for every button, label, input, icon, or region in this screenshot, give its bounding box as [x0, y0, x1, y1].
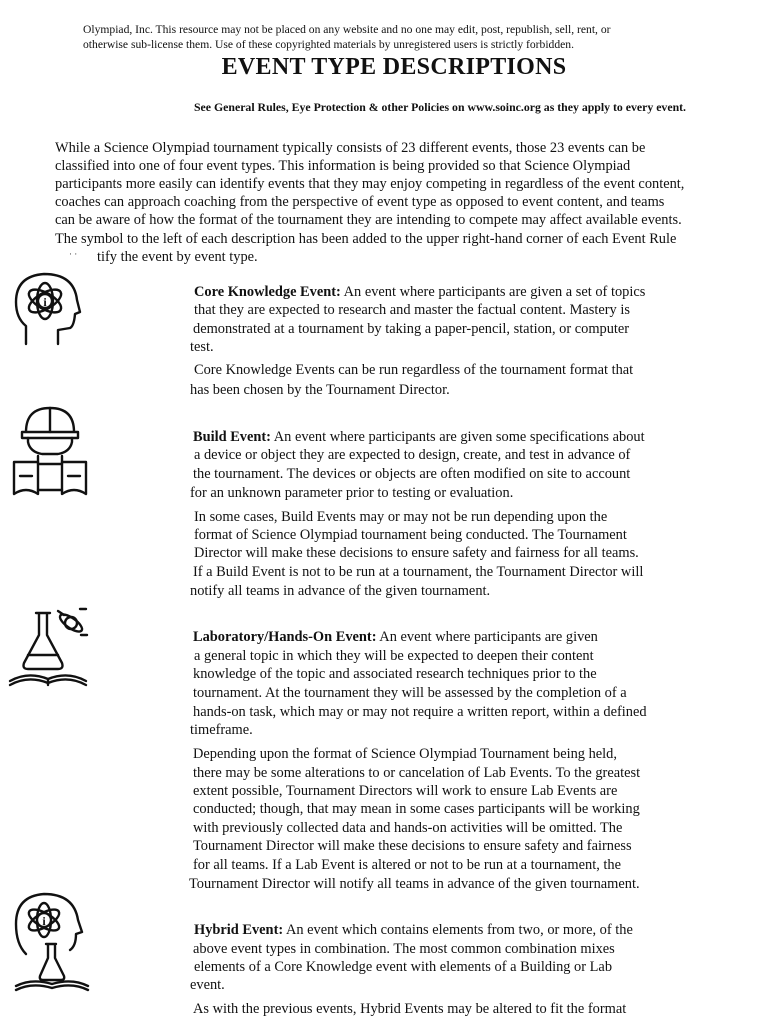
copyright-notice — [83, 22, 703, 52]
flask-atom-book-icon — [6, 603, 90, 687]
svg-text:i: i — [43, 295, 47, 309]
lab-desc-line: Laboratory/Hands-On Event: An event where participants are given — [193, 629, 598, 645]
hybrid-desc-line: event. — [190, 977, 225, 993]
head-atom-info-icon — [10, 268, 84, 348]
intro-line: can be aware of how the format of the tournament they are intending to compete may affect available events. — [55, 212, 682, 228]
lab-note-line: with previously collected data and hands-on activities will be omitted. The — [193, 820, 623, 836]
page-title: EVENT TYPE DESCRIPTIONS — [221, 54, 567, 80]
core-knowledge-desc-line: test. — [190, 339, 214, 355]
hybrid-event-name: Hybrid Event: — [194, 922, 284, 938]
lab-desc-line: knowledge of the topic and associated research techniques prior to the — [193, 666, 597, 682]
build-event-name: Build Event: — [193, 429, 271, 445]
lab-desc-line: a general topic in which they will be expected to deepen their content — [194, 648, 594, 664]
build-note-line: format of Science Olympiad tournament being conducted. The Tournament — [194, 527, 627, 543]
lab-event-name: Laboratory/Hands-On Event: — [193, 629, 377, 645]
intro-line: classified into one of four event types. This information is being provided so that Science Olympiad — [55, 158, 631, 174]
build-note-line: Director will make these decisions to ensure safety and fairness for all teams. — [194, 545, 639, 561]
intro-line: participants more easily can identify events that they may enjoy competing in regardless of the event content, — [55, 176, 685, 192]
lab-desc-line: hands-on task, which may or may not require a written report, within a defined — [193, 704, 647, 720]
build-desc-line: the tournament. The devices or objects are often modified on site to account — [193, 466, 631, 482]
core-knowledge-event-name: Core Knowledge Event: — [194, 284, 341, 300]
lab-note-line: Tournament Director will make these decisions to ensure safety and fairness — [193, 838, 632, 854]
build-desc-line: a device or object they are expected to design, create, and test in advance of — [194, 447, 631, 463]
intro-line: The symbol to the left of each description has been added to the upper right-hand corner of each Event Rule — [55, 231, 677, 247]
hybrid-desc-line: Hybrid Event: An event which contains elements from two, or more, of the — [194, 922, 633, 938]
core-knowledge-desc-line: demonstrated at a tournament by taking a paper-pencil, station, or computer — [193, 321, 630, 337]
lab-note-line: there may be some alterations to or cancelation of Lab Events. To the greatest — [193, 765, 641, 781]
rules-note: See General Rules, Eye Protection & other Policies on www.soinc.org as they apply to every event. — [194, 100, 687, 114]
intro-line: While a Science Olympiad tournament typically consists of 23 different events, those 23 events can be — [55, 140, 646, 156]
hardhat-worker-blueprint-icon — [8, 402, 92, 502]
hybrid-desc-line: elements of a Core Knowledge event with elements of a Building or Lab — [194, 959, 613, 975]
lab-note-line: Depending upon the format of Science Olympiad Tournament being held, — [193, 746, 617, 762]
hybrid-note-line: As with the previous events, Hybrid Events may be altered to fit the format — [193, 1001, 627, 1017]
core-knowledge-desc-line: Core Knowledge Event: An event where participants are given a set of topics — [194, 284, 646, 300]
build-desc-line: Build Event: An event where participants are given some specifications about — [193, 429, 645, 445]
head-atom-flask-book-icon — [12, 888, 92, 992]
intro-line: coaches can approach coaching from the perspective of event type as opposed to event content, and teams — [55, 194, 665, 210]
core-knowledge-note-line: Core Knowledge Events can be run regardless of the tournament format that — [194, 362, 634, 378]
hybrid-desc-line: above event types in combination. The most common combination mixes — [193, 941, 615, 957]
lab-note-line: Tournament Director will notify all teams in advance of the given tournament. — [189, 876, 640, 892]
build-note-line: In some cases, Build Events may or may not be run depending upon the — [194, 509, 608, 525]
lab-desc-line: timeframe. — [190, 722, 253, 738]
build-desc-line: for an unknown parameter prior to testing or evaluation. — [190, 485, 514, 501]
copyright-line-1: Olympiad, Inc. This resource may not be placed on any website and no one may edit, post, republish, sell, rent, or — [83, 23, 611, 36]
copyright-line-2: otherwise sub-license them. Use of these copyrighted materials by unregistered users is strictly forbidden. — [83, 38, 574, 51]
svg-text:i: i — [42, 914, 46, 928]
build-note-line: If a Build Event is not to be run at a tournament, the Tournament Director will — [193, 564, 644, 580]
intro-line: tify the event by event type. — [97, 249, 258, 265]
build-note-line: notify all teams in advance of the given tournament. — [190, 583, 491, 599]
lab-note-line: conducted; though, that may mean in some cases participants will be working — [193, 801, 640, 817]
lab-desc-line: tournament. At the tournament they will be assessed by the completion of a — [193, 685, 627, 701]
lab-note-line: for all teams. If a Lab Event is altered or not to be run at a tournament, the — [193, 857, 621, 873]
core-knowledge-desc-line: that they are expected to research and master the factual content. Mastery is — [194, 302, 630, 318]
lab-note-line: extent possible, Tournament Directors will work to ensure Lab Events are — [193, 783, 618, 799]
core-knowledge-note-line: has been chosen by the Tournament Director. — [190, 382, 450, 398]
print-smudge: · · — [69, 249, 78, 259]
